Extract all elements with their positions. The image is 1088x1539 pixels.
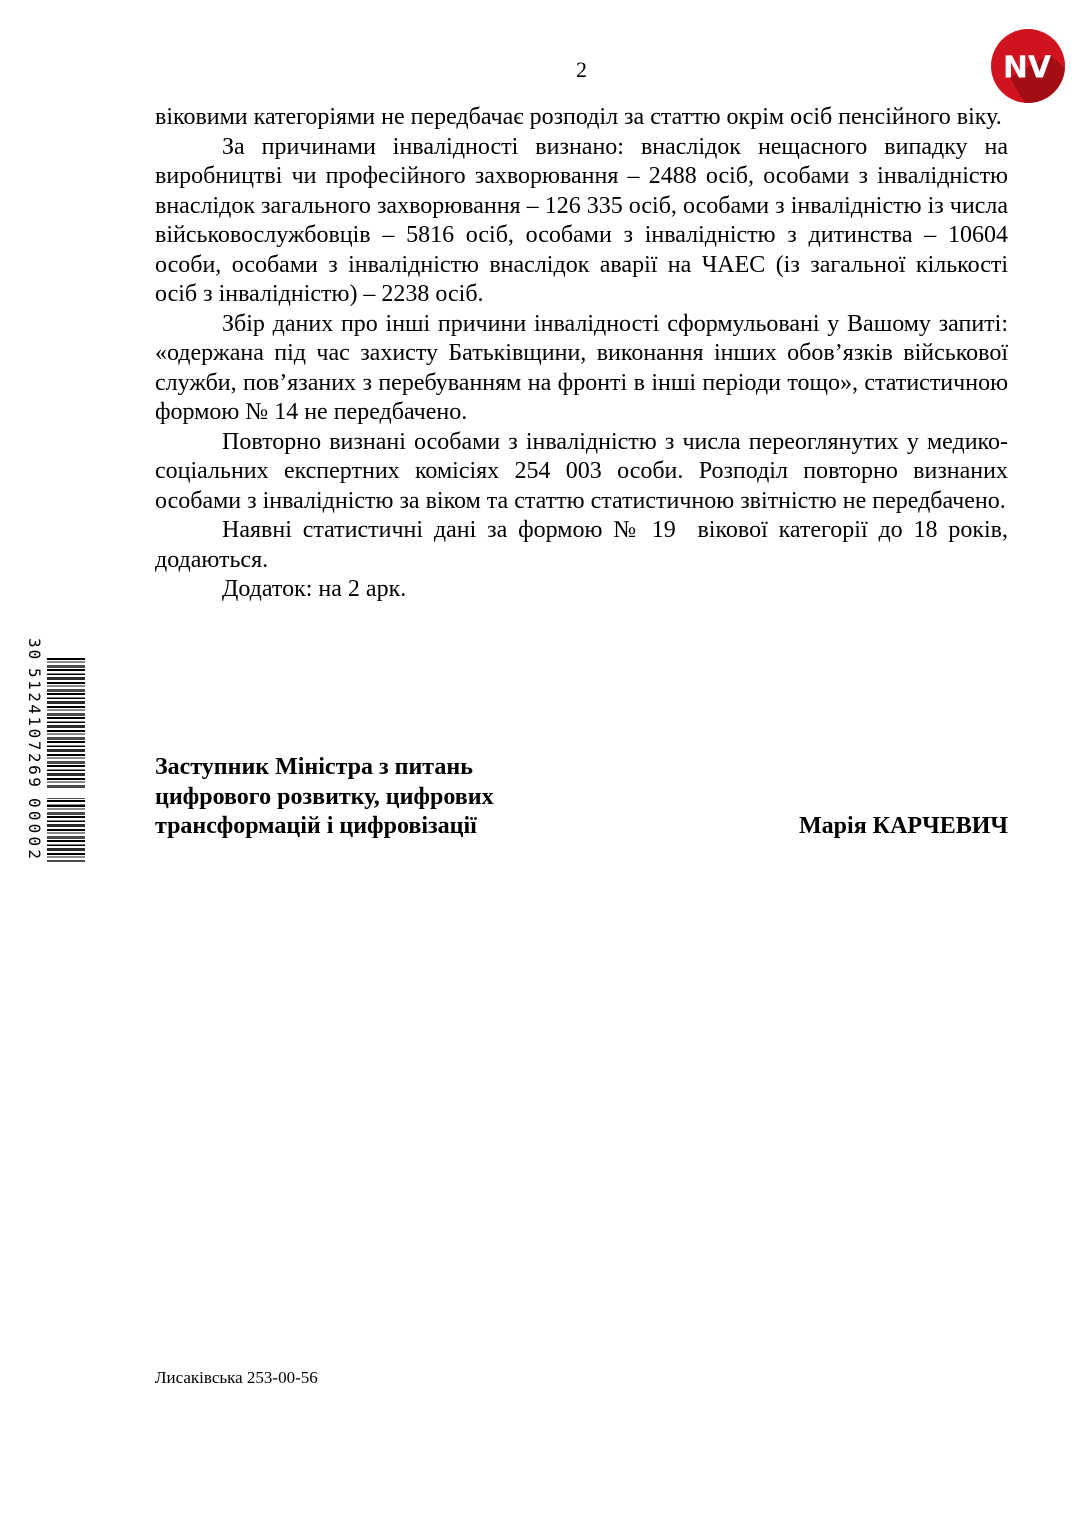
barcode-inner xyxy=(26,638,85,862)
paragraph: Збір даних про інші причини інвалідності сформульовані у Вашому запиті: «одержана під час захисту Батьківщини, виконання інших обов’язків військової служби, пов’язаних з перебуванням на фронті в інші періоди тощо», статистичною формою № 14 не передбачено. xyxy=(155,310,1008,425)
barcode-bars-group1 xyxy=(47,658,85,788)
signature-title-line: трансформацій і цифровізації xyxy=(155,813,477,839)
letter-body xyxy=(155,103,1008,605)
page-number: 2 xyxy=(576,57,587,82)
signature-block xyxy=(155,753,1008,842)
signature-name: Марія КАРЧЕВИЧ xyxy=(799,813,1008,839)
signature-title-line: Заступник Міністра з питань xyxy=(155,754,473,780)
footer-reference: Лисаківська 253-00-56 xyxy=(155,1368,318,1387)
paragraph: Наявні статистичні дані за формою № 19 вікової категорії до 18 років, додаються. xyxy=(155,517,1008,573)
barcode-digits-group1: 5124107269 xyxy=(25,668,44,790)
paragraph: Додаток: на 2 арк. xyxy=(222,576,407,602)
nv-logo-text: NV xyxy=(1002,50,1052,86)
barcode-digits-group2: 00002 xyxy=(25,798,44,863)
paragraph: Повторно визнані особами з інвалідністю з числа переоглянутих у медико-соціальних експертних комісіях 254 003 особи. Розподіл повторно визнаних особами з інвалідністю за віком та статтю статистичною звітністю не передбачено. xyxy=(155,428,1008,514)
signature-title-line: цифрового розвитку, цифрових xyxy=(155,783,494,810)
paragraph: За причинами інвалідності визнано: внаслідок нещасного випадку на виробництві чи професійного захворювання – 2488 осіб, особами з інвалідністю внаслідок загального захворювання – 126 335 осіб, особами з інвалідністю із числа військовослужбовців – 5816 осіб, особами з інвалідністю з дитинства – 10604 особи, особами з інвалідністю внаслідок аварії на ЧАЕС (із загальної кількості осіб з інвалідністю) – 2238 осіб. xyxy=(155,133,1008,307)
nv-logo xyxy=(990,28,1066,104)
paragraph: віковими категоріями не передбачає розподіл за статтю окрім осіб пенсійного віку. xyxy=(155,104,1002,130)
barcode-digits-head: 30 xyxy=(25,638,44,662)
barcode-bars-group2 xyxy=(47,798,85,862)
registration-barcode xyxy=(26,638,85,862)
